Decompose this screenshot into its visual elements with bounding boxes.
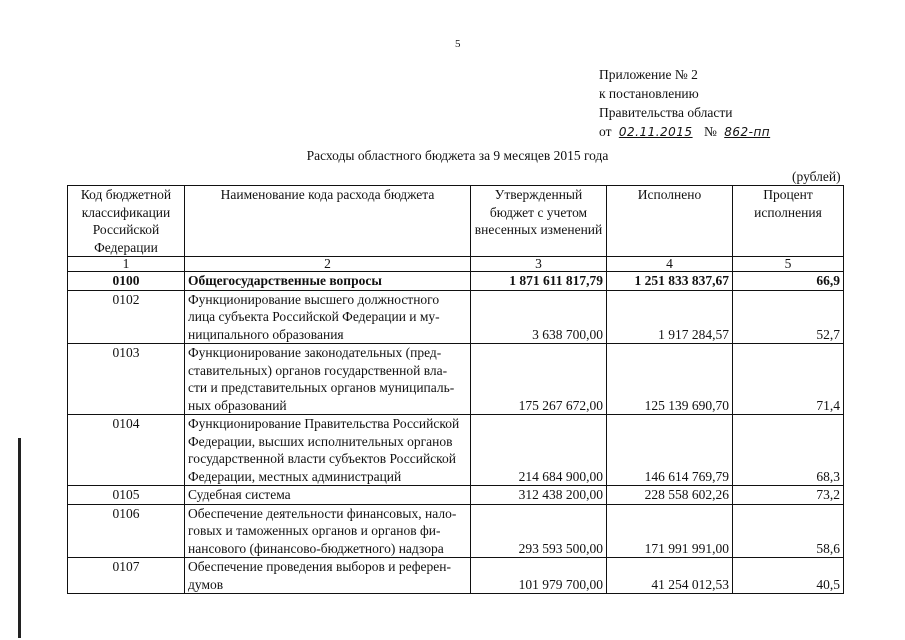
row-percent: 52,7 — [733, 290, 844, 344]
column-index-row — [68, 257, 844, 272]
header-approved: Утвержденный бюджет с учетом внесенных изменений — [471, 186, 607, 257]
row-name: Судебная система — [185, 486, 471, 505]
appendix-date-line — [599, 122, 776, 142]
table-row — [68, 290, 844, 344]
row-percent: 71,4 — [733, 344, 844, 415]
row-executed: 228 558 602,26 — [607, 486, 733, 505]
table-row — [68, 504, 844, 558]
row-code: 0102 — [68, 290, 185, 344]
row-percent: 66,9 — [733, 272, 844, 291]
row-percent: 40,5 — [733, 558, 844, 594]
handwritten-date: 02.11.2015 — [618, 125, 693, 139]
header-percent: Процент исполнения — [733, 186, 844, 257]
col-index-2: 2 — [185, 257, 471, 272]
row-executed: 125 139 690,70 — [607, 344, 733, 415]
table-row — [68, 415, 844, 486]
row-code: 0100 — [68, 272, 185, 291]
table-row — [68, 558, 844, 594]
row-approved: 1 871 611 817,79 — [471, 272, 607, 291]
budget-table — [67, 185, 844, 594]
row-percent: 58,6 — [733, 504, 844, 558]
appendix-line-3: Правительства области — [599, 105, 733, 120]
row-name: Функционирование Правительства Российской Федерации, высших исполнительных органов государственной власти субъектов Российской Федерации, местных администраций — [185, 415, 471, 486]
col-index-5: 5 — [733, 257, 844, 272]
header-code: Код бюджетной классификации Российской Федерации — [68, 186, 185, 257]
row-code: 0107 — [68, 558, 185, 594]
scan-edge-line — [18, 438, 21, 638]
header-executed: Исполнено — [607, 186, 733, 257]
row-approved: 175 267 672,00 — [471, 344, 607, 415]
table-row — [68, 486, 844, 505]
appendix-line-2: к постановлению — [599, 86, 699, 101]
appendix-block — [599, 65, 776, 142]
appendix-line-1: Приложение № 2 — [599, 67, 698, 82]
row-name: Обеспечение деятельности финансовых, нало- говых и таможенных органов и органов фи- нансового (финансово-бюджетного) надзора — [185, 504, 471, 558]
row-executed: 171 991 991,00 — [607, 504, 733, 558]
col-index-1: 1 — [68, 257, 185, 272]
row-code: 0104 — [68, 415, 185, 486]
row-approved: 101 979 700,00 — [471, 558, 607, 594]
table-header-row — [68, 186, 844, 257]
row-name: Обеспечение проведения выборов и референ- думов — [185, 558, 471, 594]
row-approved: 312 438 200,00 — [471, 486, 607, 505]
row-executed: 1 251 833 837,67 — [607, 272, 733, 291]
row-name: Общегосударственные вопросы — [185, 272, 471, 291]
row-percent: 73,2 — [733, 486, 844, 505]
row-executed: 1 917 284,57 — [607, 290, 733, 344]
handwritten-number: 862-пп — [724, 125, 771, 139]
page-number: 5 — [455, 38, 461, 50]
col-index-4: 4 — [607, 257, 733, 272]
row-name: Функционирование законодательных (пред- ставительных) органов государственной вла- сти и представительных органов муниципаль- ных образований — [185, 344, 471, 415]
row-code: 0106 — [68, 504, 185, 558]
row-name: Функционирование высшего должностного лица субъекта Российской Федерации и му- ниципального образования — [185, 290, 471, 344]
row-percent: 68,3 — [733, 415, 844, 486]
row-executed: 146 614 769,79 — [607, 415, 733, 486]
row-executed: 41 254 012,53 — [607, 558, 733, 594]
table-row — [68, 272, 844, 291]
row-code: 0103 — [68, 344, 185, 415]
table-row — [68, 344, 844, 415]
row-approved: 3 638 700,00 — [471, 290, 607, 344]
row-code: 0105 — [68, 486, 185, 505]
row-approved: 214 684 900,00 — [471, 415, 607, 486]
row-approved: 293 593 500,00 — [471, 504, 607, 558]
col-index-3: 3 — [471, 257, 607, 272]
header-name: Наименование кода расхода бюджета — [185, 186, 471, 257]
number-label: № — [703, 124, 717, 139]
units-label: (рублей) — [792, 169, 841, 184]
document-title: Расходы областного бюджета за 9 месяцев 2015 года — [306, 148, 609, 163]
from-label: от — [599, 124, 612, 139]
